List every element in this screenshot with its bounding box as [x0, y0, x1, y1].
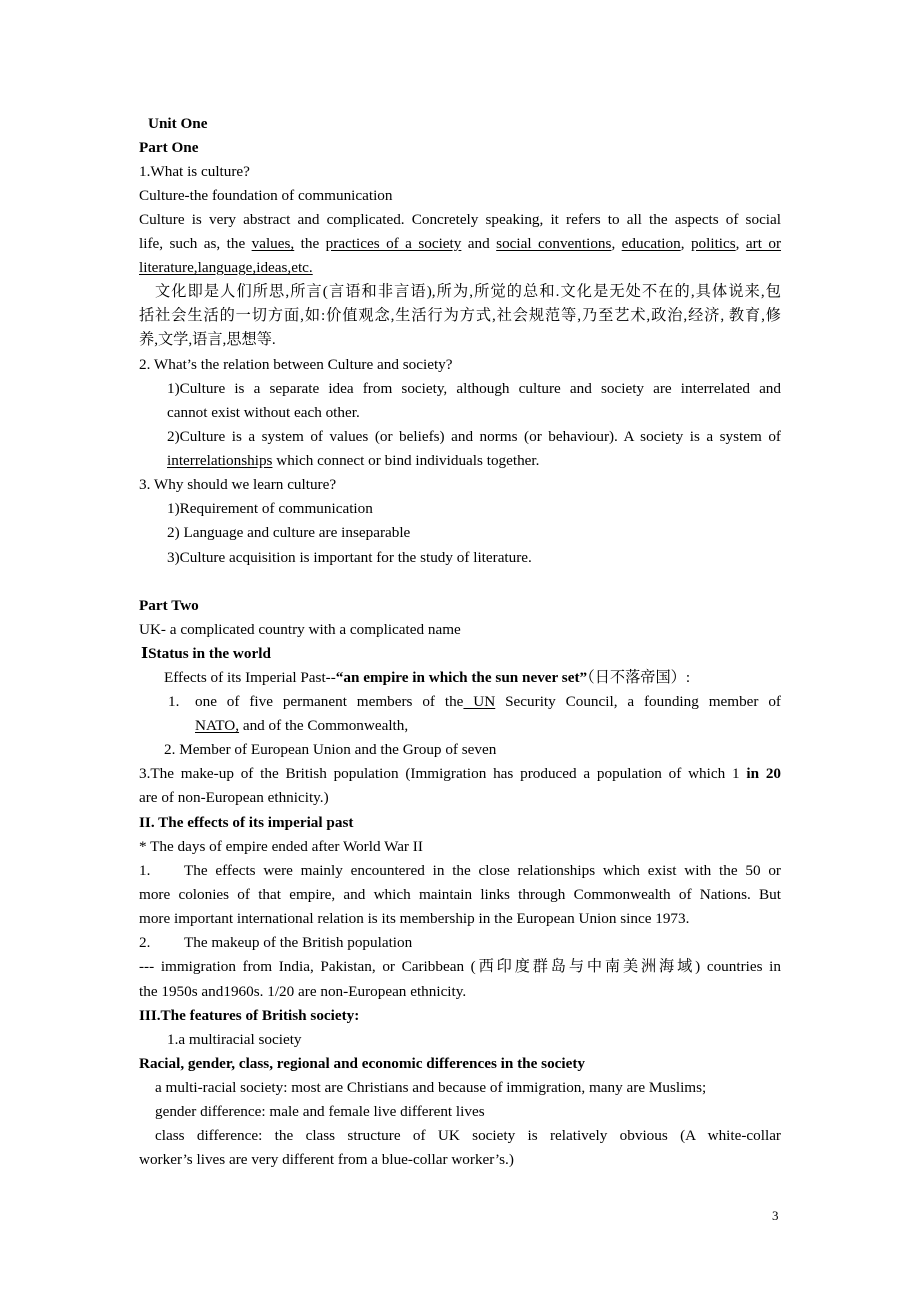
section-1-heading: ⅠStatus in the world: [141, 645, 271, 662]
answer-2-2-line: 2)Culture is a system of values (or beliefs) and norms (or behaviour). A society is a system of: [167, 428, 781, 445]
answer-3-item: 3)Culture acquisition is important for the study of literature.: [167, 549, 532, 566]
section-1-effects: Effects of its Imperial Past--“an empire in which the sun never set”（日不落帝国）:: [164, 669, 691, 686]
section-2-item-number: 1.: [139, 862, 151, 879]
section-2-heading: II. The effects of its imperial past: [139, 814, 354, 831]
section-1-item-1-line: NATO, and of the Commonwealth,: [195, 717, 409, 734]
section-3-line: a multi-racial society: most are Christians and because of immigration, many are Muslims;: [155, 1079, 707, 1096]
section-2-item-number: 2.: [139, 934, 151, 951]
section-2-note: * The days of empire ended after World War II: [139, 838, 423, 855]
section-1-item-2: 2. Member of European Union and the Group of seven: [164, 741, 497, 758]
section-2-item-1-line: more colonies of that empire, and which maintain links through Commonwealth of Nations. But: [139, 886, 781, 903]
chinese-paragraph-line: 养,文学,语言,思想等.: [139, 331, 276, 348]
question-3: 3. Why should we learn culture?: [139, 476, 337, 493]
section-3-line: gender difference: male and female live different lives: [155, 1103, 485, 1120]
section-3-item-1: 1.a multiracial society: [167, 1031, 302, 1048]
answer-2-1-line: cannot exist without each other.: [167, 404, 360, 421]
section-1-item-3-line: 3.The make-up of the British population (Immigration has produced a population of which 1 in 20: [139, 765, 782, 782]
section-3-line: worker’s lives are very different from a blue-collar worker’s.): [139, 1151, 514, 1168]
section-2-item-1-line: more important international relation is its membership in the European Union since 1973.: [139, 910, 690, 927]
question-1-body-line: life, such as, the values, the practices of a society and social conventions, education, politics, art or: [139, 235, 782, 252]
page-number: 3: [772, 1208, 779, 1223]
answer-3-item: 2) Language and culture are inseparable: [167, 524, 411, 541]
section-2-item-1-line: The effects were mainly encountered in the close relationships which exist with the 50 or: [184, 862, 781, 879]
chinese-paragraph-line: 括社会生活的一切方面,如:价值观念,生活行为方式,社会规范等,乃至艺术,政治,经济, 教育,修: [139, 307, 781, 324]
question-1-body-line: Culture is very abstract and complicated. Concretely speaking, it refers to all the aspects of social: [139, 211, 781, 228]
section-1-item-number: 1.: [168, 693, 180, 710]
section-1-item-3-line: are of non-European ethnicity.): [139, 789, 329, 806]
section-1-item-1-line: one of five permanent members of the UN Security Council, a founding member of: [195, 693, 781, 710]
chinese-paragraph-line: 文化即是人们所思,所言(言语和非言语),所为,所觉的总和.文化是无处不在的,具体说来,包: [155, 283, 781, 300]
part-one-heading: Part One: [139, 139, 199, 156]
section-2-item-2-line: the 1950s and1960s. 1/20 are non-European ethnicity.: [139, 983, 467, 1000]
question-1-subtitle: Culture-the foundation of communication: [139, 187, 393, 204]
question-2: 2. What’s the relation between Culture and society?: [139, 356, 453, 373]
question-1-body-line: literature,language,ideas,etc.: [139, 259, 313, 276]
question-1: 1.What is culture?: [139, 163, 250, 180]
section-3-heading: III.The features of British society:: [139, 1007, 360, 1024]
part-two-heading: Part Two: [139, 597, 199, 614]
unit-title: Unit One: [148, 115, 208, 132]
section-3-line: class difference: the class structure of UK society is relatively obvious (A white-collar: [155, 1127, 781, 1144]
part-two-intro: UK- a complicated country with a complicated name: [139, 621, 461, 638]
answer-2-2-line: interrelationships which connect or bind individuals together.: [167, 452, 540, 469]
section-2-item-2: The makeup of the British population: [184, 934, 413, 951]
section-3-subheading: Racial, gender, class, regional and economic differences in the society: [139, 1055, 586, 1072]
answer-3-item: 1)Requirement of communication: [167, 500, 373, 517]
answer-2-1-line: 1)Culture is a separate idea from society, although culture and society are interrelated and: [167, 380, 781, 397]
section-2-item-2-line: --- immigration from India, Pakistan, or Caribbean (西印度群岛与中南美洲海域) countries in: [139, 958, 781, 975]
